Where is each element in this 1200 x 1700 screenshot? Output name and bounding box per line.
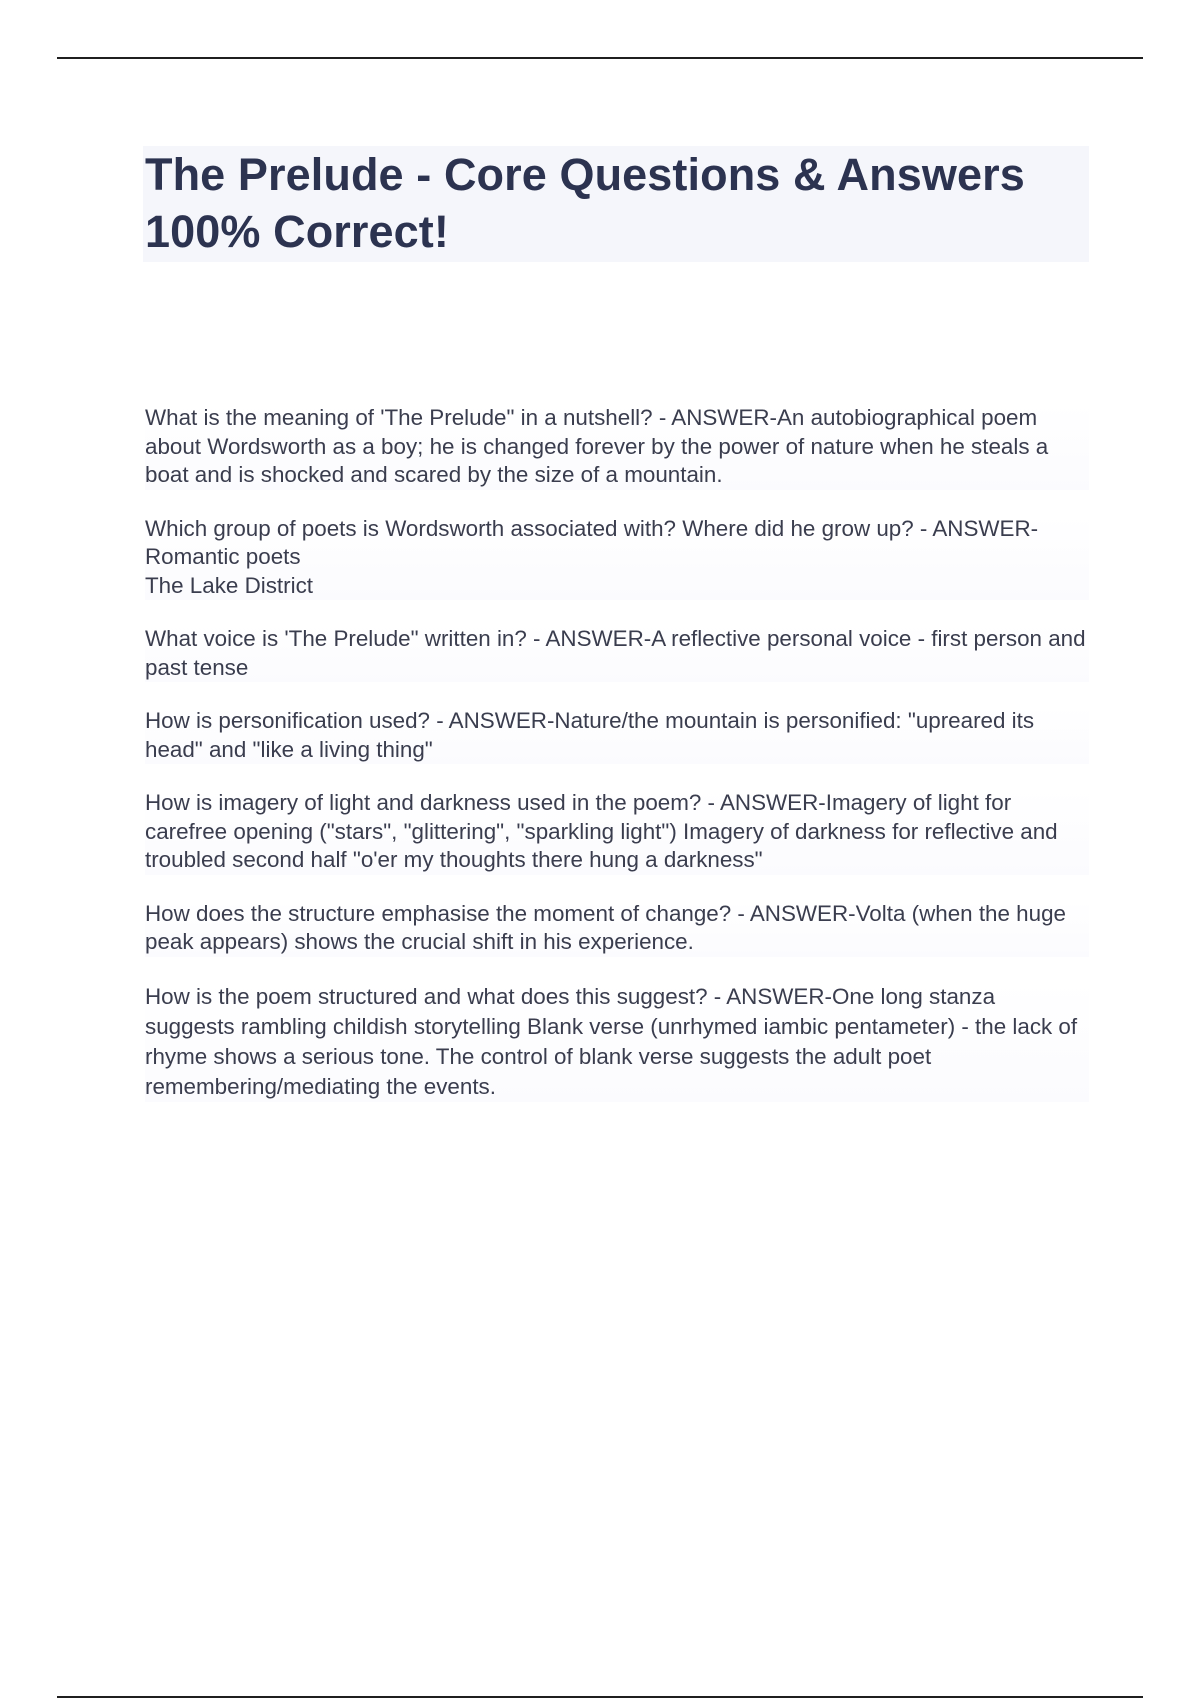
qa-text: How does the structure emphasise the moment of change? - ANSWER-Volta (when the huge peak appears) shows the crucial shift in his experience.: [145, 900, 1066, 954]
document-body: [145, 146, 1089, 1127]
qa-text: How is imagery of light and darkness used in the poem? - ANSWER-Imagery of light for carefree opening ("stars", "glittering", "sparkling light") Imagery of darkness for reflective and troubled second half "o'er my thoughts there hung a darkness": [145, 790, 1058, 872]
qa-item: [145, 789, 1089, 875]
qa-item: [145, 404, 1089, 490]
qa-item: [145, 900, 1089, 957]
title-block: [143, 146, 1089, 262]
qa-item: [145, 982, 1089, 1102]
qa-text: What is the meaning of 'The Prelude" in a nutshell? - ANSWER-An autobiographical poem about Wordsworth as a boy; he is changed forever by the power of nature when he steals a boat and is shocked and scared by the size of a mountain.: [145, 405, 1049, 487]
title-line-2: 100% Correct!: [145, 206, 449, 257]
qa-item: [145, 707, 1089, 764]
qa-text: How is personification used? - ANSWER-Nature/the mountain is personified: "upreared its head" and "like a living thing": [145, 708, 1035, 762]
qa-text-extra: The Lake District: [145, 572, 313, 598]
header-rule: [57, 57, 1143, 59]
qa-text: How is the poem structured and what does this suggest? - ANSWER-One long stanza suggests rambling childish storytelling Blank verse (unrhymed iambic pentameter) - the lack of rhyme shows a serious tone. The control of blank verse suggests the adult poet remembering/mediating the events.: [145, 983, 1078, 1099]
footer-rule: [57, 1696, 1143, 1698]
document-title: [145, 146, 1085, 260]
qa-list: [145, 404, 1089, 1102]
qa-item: [145, 515, 1089, 601]
qa-text: Which group of poets is Wordsworth associated with? Where did he grow up? - ANSWER-Romantic poets: [145, 515, 1039, 569]
qa-text: What voice is 'The Prelude" written in? - ANSWER-A reflective personal voice - first person and past tense: [145, 626, 1086, 680]
qa-item: [145, 625, 1089, 682]
title-line-1: The Prelude - Core Questions & Answers: [145, 149, 1025, 200]
